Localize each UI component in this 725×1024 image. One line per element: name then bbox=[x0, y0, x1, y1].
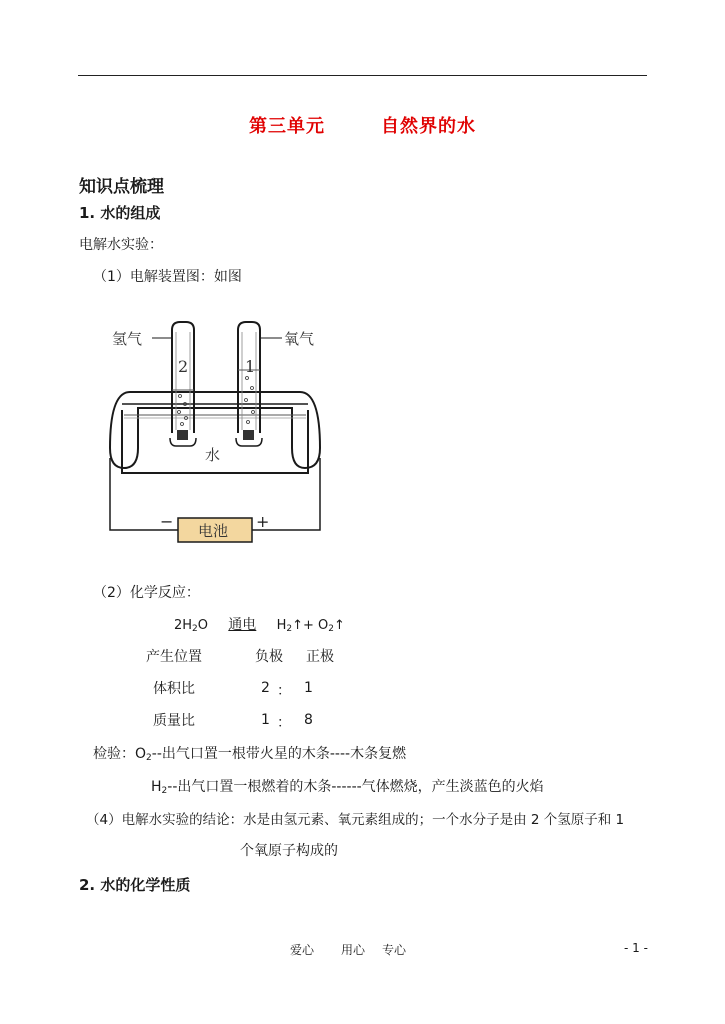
eq-condition: 通电 bbox=[228, 617, 257, 633]
cell-negative: 负极 bbox=[255, 649, 283, 665]
subsection-heading-1: 1. 水的组成 bbox=[79, 204, 161, 222]
cell-value: 1 bbox=[261, 712, 270, 728]
eq-reactant: 2H bbox=[174, 618, 193, 633]
title-topic: 自然界的水 bbox=[381, 116, 476, 137]
cell-value: 2 bbox=[261, 680, 270, 696]
label-tube-2: 2 bbox=[178, 357, 189, 376]
tube-hydrogen bbox=[172, 322, 194, 433]
label-battery: 电池 bbox=[198, 522, 229, 540]
item-2-label: （2）化学反应： bbox=[93, 585, 200, 601]
cell-separator: ： bbox=[277, 683, 291, 699]
conclusion-line-2: 个氧原子构成的 bbox=[240, 843, 338, 859]
title-unit: 第三单元 bbox=[249, 116, 325, 137]
label-tube-1: 1 bbox=[245, 357, 256, 376]
row-label: 产生位置 bbox=[146, 649, 202, 665]
test-o2-line: 检验：$O_2--$出气口置一根带火星的木条----木条复燃 bbox=[93, 746, 407, 763]
test-h2-line: $H_2--$出气口置一根燃着的木条------气体燃烧，产生淡蓝色的火焰 bbox=[151, 779, 544, 796]
eq-product: H bbox=[276, 618, 287, 633]
electrolysis-apparatus-figure bbox=[100, 318, 330, 550]
footer-motto-2: 用心 bbox=[341, 943, 366, 957]
label-minus: − bbox=[160, 512, 174, 531]
label-plus: + bbox=[256, 512, 270, 531]
item-1-label: （1）电解装置图：如图 bbox=[93, 269, 242, 285]
cell-value: 8 bbox=[304, 712, 313, 728]
label-oxygen: 氧气 bbox=[284, 330, 315, 348]
row-label: 体积比 bbox=[153, 681, 195, 697]
subsection-heading-2: 2. 水的化学性质 bbox=[79, 876, 191, 894]
cell-value: 1 bbox=[304, 680, 313, 696]
footer-motto-3: 专心 bbox=[382, 943, 407, 957]
label-water: 水 bbox=[205, 446, 221, 464]
row-label: 质量比 bbox=[153, 713, 195, 729]
reaction-equation: $2H_2O$ 通电 $H_2↑+$ $O_2↑$ bbox=[174, 617, 345, 634]
electrode-negative bbox=[177, 430, 188, 440]
footer-motto-1: 爱心 bbox=[290, 943, 315, 957]
cell-positive: 正极 bbox=[306, 649, 334, 665]
conclusion-line-1: （4）电解水实验的结论：水是由氢元素、氧元素组成的；一个水分子是由 2 个氢原子和 1 bbox=[86, 812, 625, 828]
tube-oxygen bbox=[238, 322, 260, 433]
cell-separator: ： bbox=[277, 715, 291, 731]
section-heading: 知识点梳理 bbox=[79, 177, 164, 197]
experiment-intro: 电解水实验： bbox=[79, 237, 163, 253]
header-rule bbox=[78, 75, 647, 76]
electrode-positive bbox=[243, 430, 254, 440]
label-hydrogen: 氢气 bbox=[112, 330, 143, 348]
page-title bbox=[0, 112, 725, 138]
page-number: - 1 - bbox=[624, 941, 648, 955]
